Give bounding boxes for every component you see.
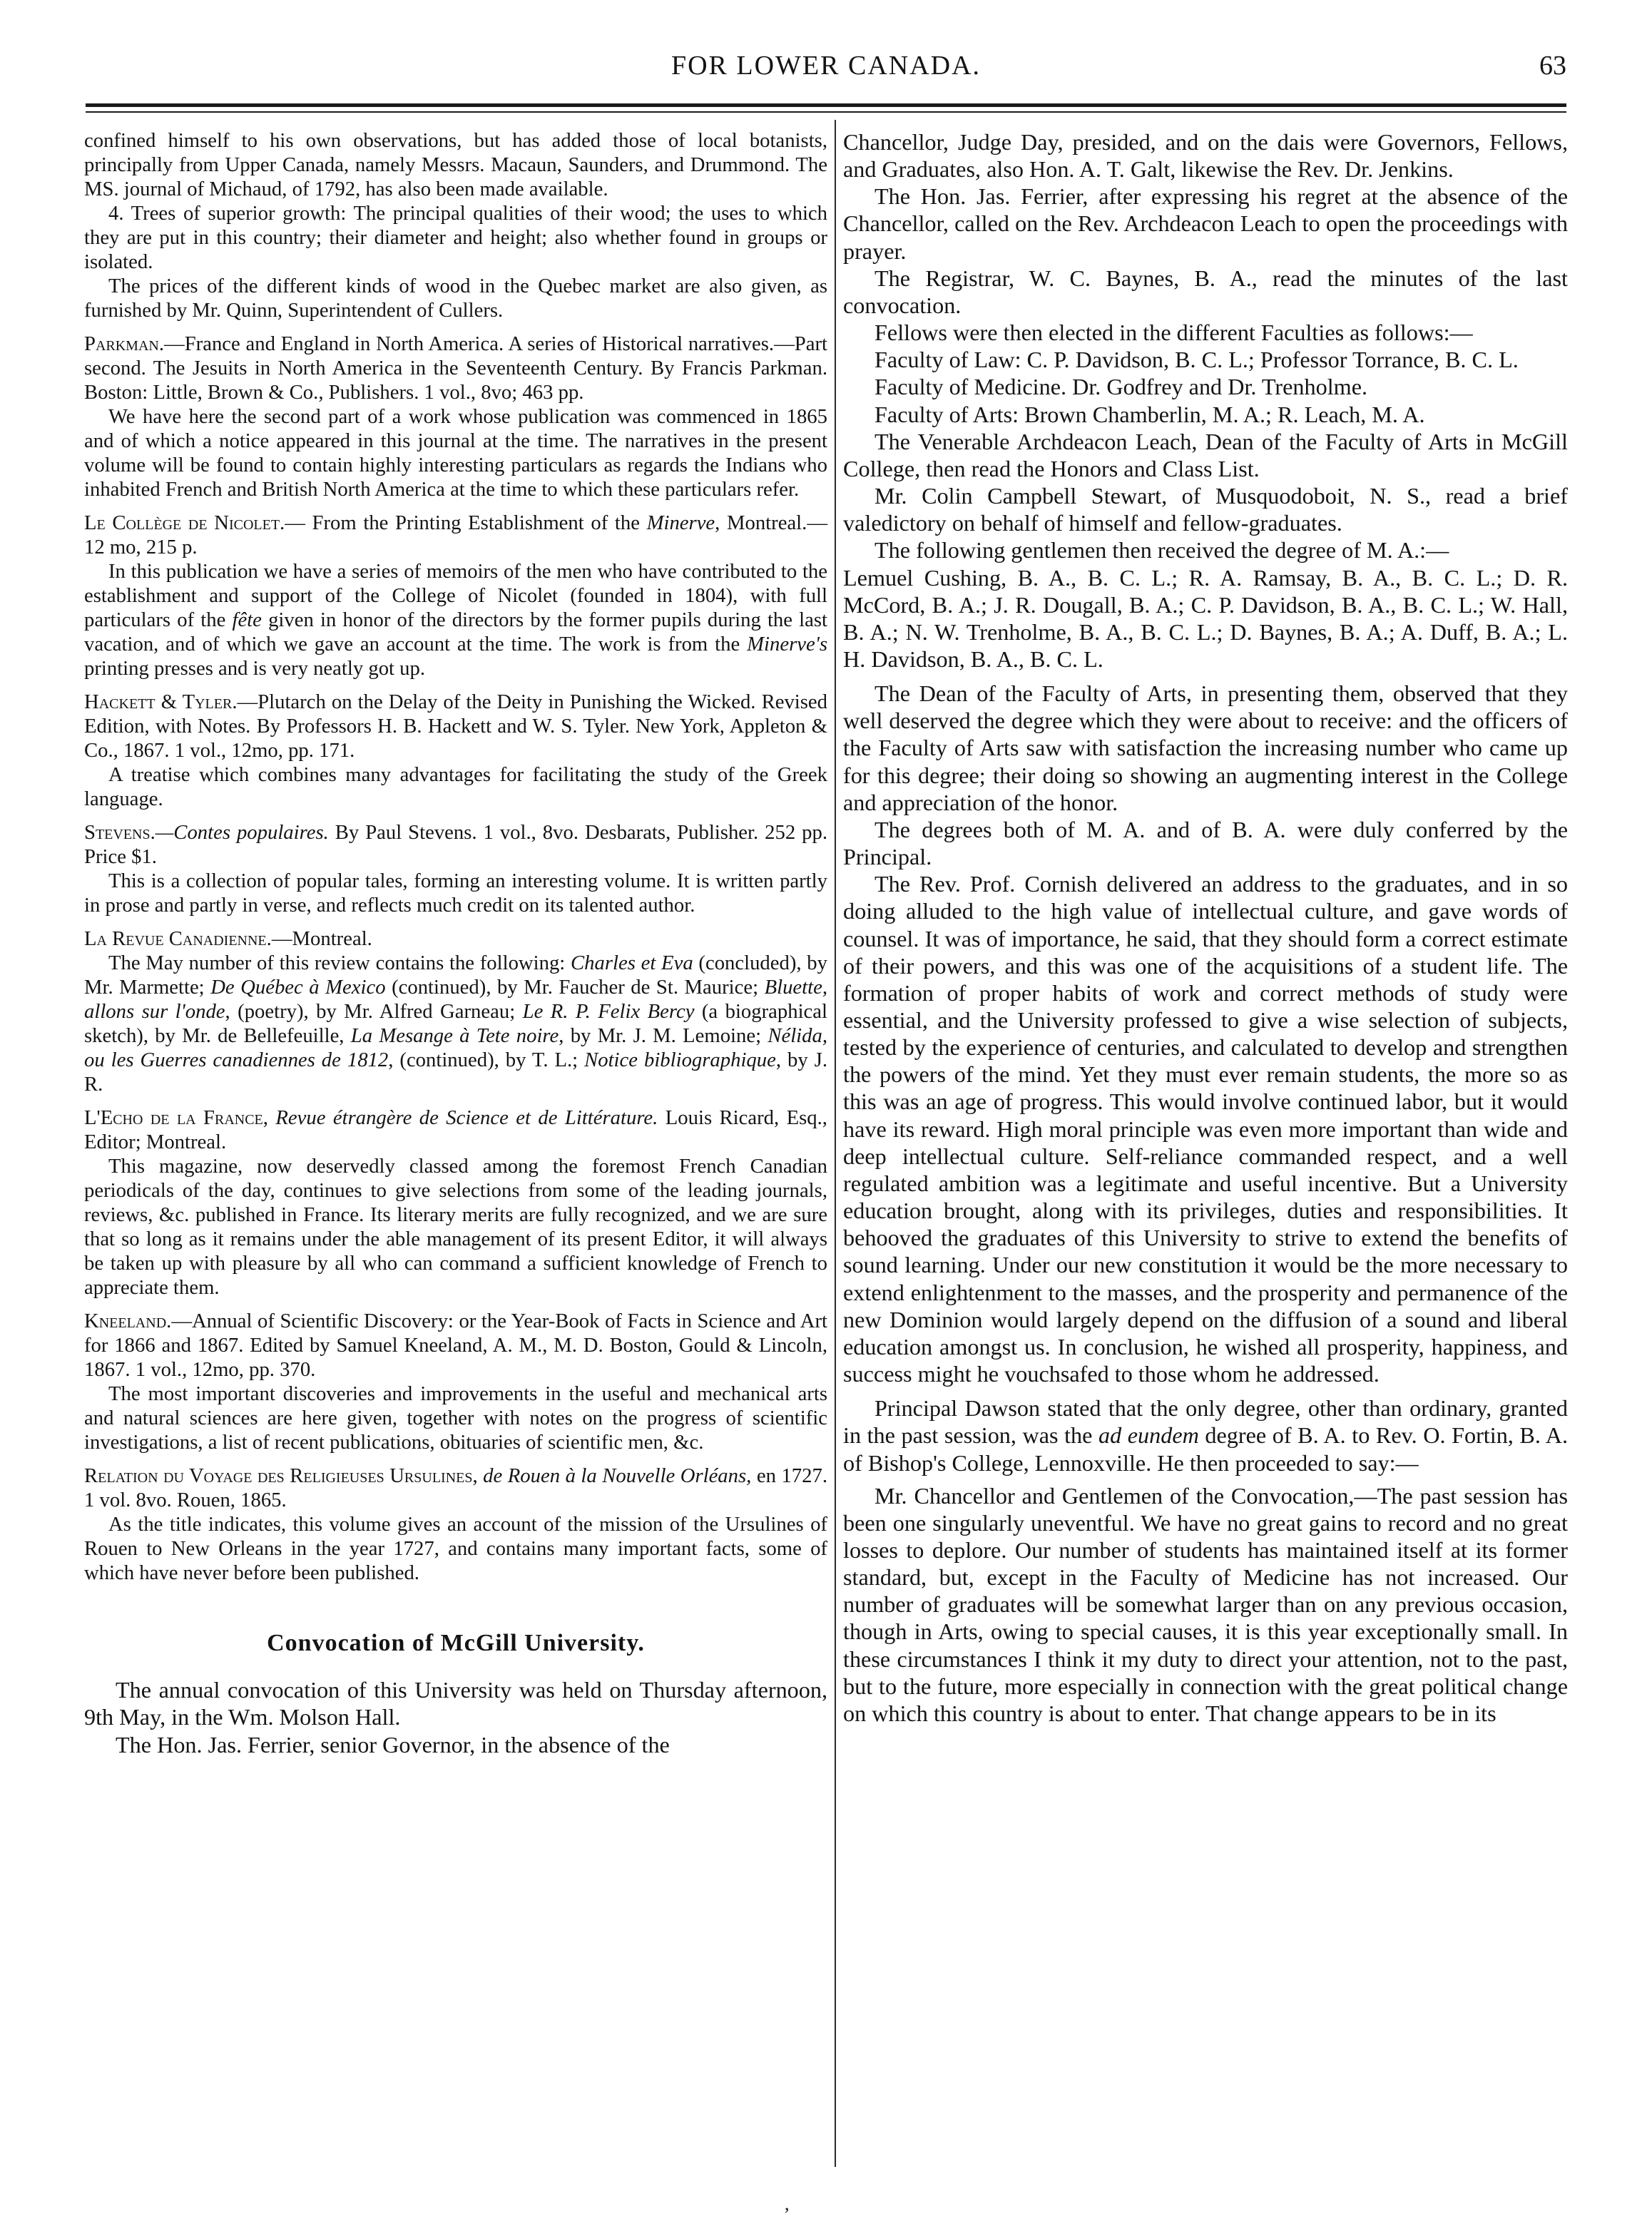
review-stevens — [84, 820, 827, 917]
review-nicolet-body — [84, 559, 827, 680]
review-nicolet-body-italic: fête — [232, 608, 262, 631]
review-nicolet — [84, 511, 827, 680]
review-stevens-title: —Contes populaires. — [155, 821, 329, 844]
right-column — [843, 128, 1568, 1727]
review-relation-citation: en 1727. 1 vol. 8vo. Rouen, 1865. — [84, 1464, 827, 1511]
right-paragraph-13: The degrees both of M. A. and of B. A. were duly conferred by the Principal. — [843, 816, 1568, 870]
right-paragraph-12: The Dean of the Faculty of Arts, in presenting them, observed that they well deserved the degree which they were about to receive: and the officers of the Faculty of Arts saw with satisfaction the increasing number who came up for this degree; their doing so showing an augmenting interest in the College and appreciation of the honor. — [843, 680, 1568, 815]
review-kneeland-body: The most important discoveries and improvements in the useful and mechanical arts and natural sciences are here given, together with notes on the progress of scientific investigations, a list of recent publications, obituaries of scientific men, &c. — [84, 1382, 827, 1454]
revue-text-3: , (poetry), by Mr. Alfred Garneau; — [225, 1000, 523, 1023]
review-revue-head: La Revue Canadienne. — [84, 927, 272, 950]
review-echo-citation: Louis Ricard, Esq., Editor; Montreal. — [84, 1106, 827, 1153]
right-paragraph-9: Mr. Colin Campbell Stewart, of Musquodoboit, N. S., read a brief valedictory on behalf of himself and fellow-graduates. — [843, 483, 1568, 536]
dawson-statement — [843, 1394, 1568, 1476]
review-revue-citation: —Montreal. — [271, 927, 372, 950]
review-kneeland-lead — [84, 1309, 827, 1382]
review-revue-canadienne — [84, 927, 827, 1096]
dawson-text-b: degree of B. A. to Rev. O. Fortin, B. A. of Bishop's College, Lennoxville. He then proceeded to say:— — [843, 1422, 1568, 1476]
review-nicolet-body-c: printing presses and is very neatly got up. — [84, 657, 426, 680]
revue-body-a: The May number of this review contains the following: — [108, 952, 571, 974]
review-nicolet-body-a: In this publication we have a series of memoirs of the men who have contributed to the establishment and support of the College of Nicolet (founded in 1804), with full particulars of the — [84, 560, 827, 631]
review-echo — [84, 1106, 827, 1300]
left-column — [84, 128, 827, 1758]
review-revue-body — [84, 951, 827, 1096]
review-parkman-head: Parkman. — [84, 332, 165, 355]
revue-italic-3: Bluette, allons sur l'onde — [84, 976, 827, 1023]
revue-text-1: (concluded), by Mr. Marmette; — [84, 952, 827, 999]
review-relation-lead — [84, 1464, 827, 1512]
review-hackett-body: A treatise which combines many advantages for facilitating the study of the Greek language. — [84, 763, 827, 810]
revue-text-5: , by Mr. J. M. Lemoine; — [559, 1024, 768, 1047]
review-nicolet-citation-b: , Montreal.—12 mo, 215 p. — [84, 511, 828, 558]
right-paragraph-8: The Venerable Archdeacon Leach, Dean of the Faculty of Arts in McGill College, then read the Honors and Class List. — [843, 428, 1568, 481]
header-rule-thick — [86, 103, 1566, 107]
review-kneeland-head: Kneeland. — [84, 1310, 172, 1332]
review-nicolet-lead — [84, 511, 827, 559]
right-paragraph-6: Faculty of Medicine. Dr. Godfrey and Dr. Trenholme. — [875, 374, 1368, 400]
review-hackett-lead — [84, 690, 827, 762]
review-echo-title: Revue étrangère de Science et de Littérature. — [267, 1106, 658, 1129]
revue-italic-5: La Mesange à Tete noire — [350, 1024, 559, 1047]
convocation-paragraph-1: The annual convocation of this University was held on Thursday afternoon, 9th May, in the Wm. Molson Hall. — [84, 1677, 827, 1730]
review-nicolet-citation-a: — From the Printing Establishment of the — [285, 511, 647, 534]
revue-text-2: (continued), by Mr. Faucher de St. Maurice; — [385, 976, 765, 999]
right-paragraph-2: The Hon. Jas. Ferrier, after expressing his regret at the absence of the Chancellor, called on the Rev. Archdeacon Leach to open the proceedings with prayer. — [843, 183, 1568, 264]
botany-review-tail — [84, 128, 827, 322]
review-hackett-head: Hackett & Tyler. — [84, 690, 238, 713]
review-kneeland — [84, 1309, 827, 1454]
review-parkman-citation: —France and England in North America. A series of Historical narratives.—Part second. The Jesuits in North America in the Seventeenth Century. By Francis Parkman. Boston: Little, Brown & Co., Publishers. 1 vol., 8vo; 463 pp. — [84, 332, 827, 404]
convocation-heading: Convocation of McGill University. — [267, 1630, 645, 1656]
running-header — [86, 44, 1566, 94]
right-paragraph-10: The following gentlemen then received the degree of M. A.:— — [875, 537, 1449, 563]
page-number: 63 — [1539, 51, 1566, 81]
review-nicolet-body-b: given in honor of the directors by the former pupils during the last vacation, and of which we gave an account at the time. The work is from the — [84, 608, 827, 656]
review-echo-head: L'Echo de la France, — [84, 1106, 268, 1129]
revue-italic-2: De Québec à Mexico — [210, 976, 386, 999]
revue-italic-6: Nélida, ou les Guerres canadiennes de 1812 — [84, 1024, 827, 1071]
cornish-address: The Rev. Prof. Cornish delivered an address to the graduates, and in so doing alluded to the high value of intellectual culture, and gave words of counsel. It was of importance, he said, that they should form a correct estimate of their powers, and this was one of the acquisitions of a student life. The formation of proper habits of work and correct methods of study were essential, and the University professed to give a wise selection of subjects, tested by the experience of centuries, and calculated to develop and strengthen the powers of the mind. Yet they must ever remain students, the more so as this was an age of progress. This would involve continued labor, but it would have its reward. High moral principle was even more important than wide and deep intellectual culture. Self-reliance commanded respect, and a well regulated ambition was a legitimate and useful incentive. But a University education brought, along with its privileges, duties and responsibilities. It behooved the graduates of this University to strive to extend the benefits of sound learning. Under our new constitution it would be the more necessary to extend enlightenment to the masses, and the prosperity and permanence of the new Dominion would largely depend on the diffusion of a sound and liberal education amongst us. In conclusion, he wished all prosperity, happiness, and success might he vouchsafed to those whom he addressed. — [843, 871, 1568, 1387]
review-revue-lead — [84, 927, 827, 951]
review-stevens-citation: By Paul Stevens. 1 vol., 8vo. Desbarats, Publisher. 252 pp. Price $1. — [84, 821, 827, 868]
revue-italic-4: Le R. P. Felix Bercy — [522, 1000, 695, 1023]
review-parkman-lead — [84, 332, 827, 404]
review-stevens-body: This is a collection of popular tales, forming an interesting volume. It is written partly in prose and partly in verse, and reflects much credit on its talented author. — [84, 869, 827, 917]
revue-italic-7: Notice bibliographique — [584, 1049, 776, 1071]
right-paragraph-7: Faculty of Arts: Brown Chamberlin, M. A.; R. Leach, M. A. — [875, 401, 1425, 427]
right-paragraph-1: Chancellor, Judge Day, presided, and on the dais were Governors, Fellows, and Graduates, also Hon. A. T. Galt, likewise the Rev. Dr. Jenkins. — [843, 129, 1568, 183]
review-relation-body: As the title indicates, this volume gives an account of the mission of the Ursulines of Rouen to New Orleans in the year 1727, and contains many important facts, some of which have never before been published. — [84, 1513, 827, 1584]
intro-paragraph-1: confined himself to his own observations, but has added those of local botanists, principally from Upper Canada, namely Messrs. Macaun, Saunders, and Drummond. The MS. journal of Michaud, of 1792, has also been made available. — [84, 129, 827, 200]
dawson-text-a: Principal Dawson stated that the only degree, other than ordinary, granted in the past session, was the — [843, 1395, 1568, 1449]
review-hackett — [84, 690, 827, 811]
review-parkman-body: We have here the second part of a work whose publication was commenced in 1865 and of which a notice appeared in this journal at the time. The narratives in the present volume will be found to contain highly interesting particulars as regards the Indians who inhabited French and British North America at the time to which these particulars refer. — [84, 405, 827, 501]
review-echo-body: This magazine, now deservedly classed among the foremost French Canadian periodicals of the day, continues to give selections from some of the leading journals, reviews, &c. published in France. Its literary merits are fully recognized, and we are sure that so long as it remains under the able management of its present Editor, it will always be taken up with pleasure by all who can command a sufficient knowledge of French to appreciate them. — [84, 1155, 827, 1299]
running-title: FOR LOWER CANADA. — [671, 51, 981, 81]
review-nicolet-body-italic-2: Minerve's — [747, 633, 827, 656]
right-paragraph-4: Fellows were then elected in the different Faculties as follows:— — [875, 320, 1473, 346]
review-nicolet-head: Le Collège de Nicolet. — [84, 511, 285, 534]
review-stevens-head: Stevens. — [84, 821, 155, 844]
right-paragraph-5: Faculty of Law: C. P. Davidson, B. C. L.; Professor Torrance, B. C. L. — [875, 347, 1519, 373]
footer-mark: , — [785, 2193, 790, 2214]
review-hackett-citation: —Plutarch on the Delay of the Deity in Punishing the Wicked. Revised Edition, with Notes. By Professors H. B. Hackett and W. S. Tyler. New York, Appleton & Co., 1867. 1 vol., 12mo, pp. 171. — [84, 690, 827, 762]
revue-text-7: , by J. R. — [84, 1049, 827, 1096]
ma-graduates-list: Lemuel Cushing, B. A., B. C. L.; R. A. Ramsay, B. A., B. C. L.; D. R. McCord, B. A.; J. R. Dougall, B. A.; C. P. Davidson, B. A., B. C. L.; W. Hall, B. A.; N. W. Trenholme, B. A., B. C. L.; D. Baynes, B. A.; A. Duff, B. A.; L. H. Davidson, B. A., B. C. L. — [843, 564, 1568, 672]
review-nicolet-citation-italic: Minerve — [646, 511, 715, 534]
intro-paragraph-3: The prices of the different kinds of wood in the Quebec market are also given, as furnished by Mr. Quinn, Superintendent of Cullers. — [84, 275, 827, 322]
column-divider — [835, 120, 836, 2167]
intro-paragraph-2: 4. Trees of superior growth: The principal qualities of their wood; the uses to which they are put in this country; their diameter and height; also whether found in groups or isolated. — [84, 202, 827, 273]
convocation-opening — [84, 1676, 827, 1758]
convocation-paragraph-2: The Hon. Jas. Ferrier, senior Governor, in the absence of the — [116, 1731, 670, 1758]
revue-text-6: , (continued), by T. L.; — [388, 1049, 585, 1071]
dawson-italic: ad eundem — [1098, 1422, 1199, 1449]
header-rule-thin — [86, 111, 1566, 113]
review-stevens-lead — [84, 820, 827, 869]
review-parkman — [84, 332, 827, 501]
review-relation — [84, 1464, 827, 1585]
revue-text-4: (a biographical sketch), by Mr. de Bellefeuille, — [84, 1000, 827, 1047]
dawson-address: Mr. Chancellor and Gentlemen of the Convocation,—The past session has been one singularly uneventful. We have no great gains to record and no great losses to deplore. Our number of students has maintained itself at its former standard, but, except in the Faculty of Medicine has not increased. Our number of graduates will be somewhat larger than on any previous occasion, though in Arts, owing to special causes, it is this year exceptionally small. In these circumstances I think it my duty to direct your attention, not to the past, but to the future, more especially in connection with the great political change on which this country is about to enter. That change appears to be in its — [843, 1482, 1568, 1726]
review-echo-lead — [84, 1106, 827, 1154]
review-relation-head: Relation du Voyage des Religieuses Ursulines, — [84, 1464, 478, 1487]
revue-italic-1: Charles et Eva — [571, 952, 693, 974]
review-kneeland-citation: —Annual of Scientific Discovery: or the Year-Book of Facts in Science and Art for 1866 and 1867. Edited by Samuel Kneeland, A. M., M. D. Boston, Gould & Lincoln, 1867. 1 vol., 12mo, pp. 370. — [84, 1310, 827, 1381]
right-paragraph-3: The Registrar, W. C. Baynes, B. A., read the minutes of the last convocation. — [843, 265, 1568, 318]
review-relation-title: de Rouen à la Nouvelle Orléans, — [477, 1464, 752, 1487]
